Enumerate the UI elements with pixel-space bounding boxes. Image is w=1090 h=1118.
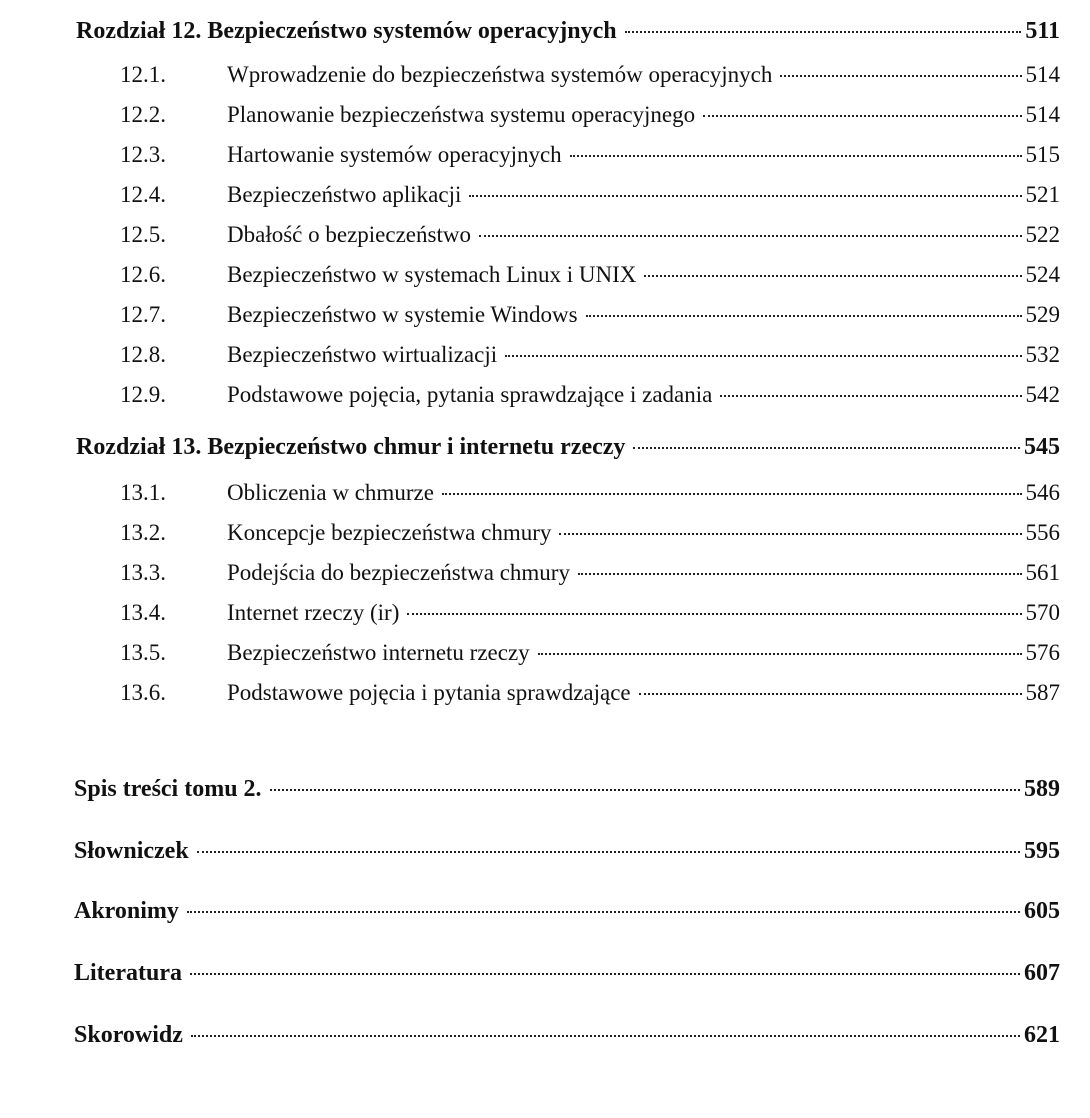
section-number: 13.4. (120, 600, 166, 625)
dot-leader (720, 395, 1021, 397)
dot-leader (538, 653, 1022, 655)
section-entry[interactable] (120, 520, 1060, 560)
dot-leader (644, 275, 1021, 277)
section-entry[interactable] (120, 182, 1060, 222)
dot-leader (586, 315, 1022, 317)
back-matter-page-number: 589 (1024, 776, 1060, 802)
dot-leader (442, 493, 1022, 495)
section-title: Podstawowe pojęcia i pytania sprawdzające (227, 680, 631, 705)
section-title: Koncepcje bezpieczeństwa chmury (227, 520, 552, 545)
back-matter-title: Skorowidz (74, 1022, 183, 1048)
section-title: Podejścia do bezpieczeństwa chmury (227, 560, 570, 585)
dot-leader (270, 789, 1020, 791)
chapter-label: Rozdział 12. (76, 18, 202, 44)
back-matter-title: Literatura (74, 960, 182, 986)
section-entry[interactable] (120, 680, 1060, 720)
chapter-label: Rozdział 13. (76, 434, 202, 460)
chapter-page-number: 545 (1024, 434, 1060, 460)
section-title: Hartowanie systemów operacyjnych (227, 142, 562, 167)
section-page-number: 561 (1025, 560, 1060, 585)
section-title: Bezpieczeństwo w systemie Windows (227, 302, 578, 327)
dot-leader (505, 355, 1021, 357)
section-page-number: 576 (1025, 640, 1060, 665)
section-entry[interactable] (120, 480, 1060, 520)
dot-leader (703, 115, 1021, 117)
back-matter-page-number: 621 (1024, 1022, 1060, 1048)
dot-leader (469, 195, 1021, 197)
back-matter-entry[interactable] (74, 776, 1060, 816)
section-number: 12.2. (120, 102, 166, 127)
section-number: 12.3. (120, 142, 166, 167)
section-title: Bezpieczeństwo aplikacji (227, 182, 462, 207)
section-entry[interactable] (120, 560, 1060, 600)
section-page-number: 587 (1025, 680, 1060, 705)
section-page-number: 546 (1025, 480, 1060, 505)
section-number: 13.6. (120, 680, 166, 705)
section-title: Obliczenia w chmurze (227, 480, 434, 505)
dot-leader (625, 31, 1022, 33)
dot-leader (780, 75, 1021, 77)
dot-leader (407, 613, 1021, 615)
dot-leader (578, 573, 1022, 575)
back-matter-entry[interactable] (74, 898, 1060, 938)
section-number: 13.3. (120, 560, 166, 585)
back-matter-entry[interactable] (74, 838, 1060, 878)
section-number: 13.1. (120, 480, 166, 505)
section-entry[interactable] (120, 102, 1060, 142)
section-entry[interactable] (120, 302, 1060, 342)
section-entry[interactable] (120, 222, 1060, 262)
chapter-13-entry[interactable] (76, 434, 1060, 474)
back-matter-page-number: 605 (1024, 898, 1060, 924)
section-title: Internet rzeczy (ir) (227, 600, 400, 625)
dot-leader (190, 973, 1020, 975)
back-matter-title: Akronimy (74, 898, 179, 924)
section-number: 12.9. (120, 382, 166, 407)
dot-leader (633, 447, 1020, 449)
section-page-number: 532 (1025, 342, 1060, 367)
section-title: Podstawowe pojęcia, pytania sprawdzające i zadania (227, 382, 713, 407)
section-number: 12.8. (120, 342, 166, 367)
section-number: 12.7. (120, 302, 166, 327)
dot-leader (187, 911, 1020, 913)
section-title: Bezpieczeństwo internetu rzeczy (227, 640, 530, 665)
section-entry[interactable] (120, 142, 1060, 182)
section-number: 13.2. (120, 520, 166, 545)
back-matter-page-number: 607 (1024, 960, 1060, 986)
dot-leader (559, 533, 1021, 535)
back-matter-page-number: 595 (1024, 838, 1060, 864)
section-page-number: 515 (1025, 142, 1060, 167)
section-entry[interactable] (120, 600, 1060, 640)
chapter-page-number: 511 (1025, 18, 1060, 44)
back-matter-entry[interactable] (74, 960, 1060, 1000)
section-title: Planowanie bezpieczeństwa systemu operacyjnego (227, 102, 696, 127)
section-entry[interactable] (120, 262, 1060, 302)
dot-leader (639, 693, 1022, 695)
section-number: 12.4. (120, 182, 166, 207)
section-page-number: 570 (1025, 600, 1060, 625)
chapter-title: Bezpieczeństwo systemów operacyjnych (207, 18, 617, 44)
section-title: Bezpieczeństwo w systemach Linux i UNIX (227, 262, 637, 287)
dot-leader (479, 235, 1022, 237)
section-page-number: 542 (1025, 382, 1060, 407)
back-matter-title: Słowniczek (74, 838, 189, 864)
section-entry[interactable] (120, 62, 1060, 102)
section-page-number: 524 (1025, 262, 1060, 287)
dot-leader (197, 851, 1020, 853)
back-matter-title: Spis treści tomu 2. (74, 776, 262, 802)
dot-leader (570, 155, 1022, 157)
chapter-12-entry[interactable] (76, 18, 1060, 58)
section-entry[interactable] (120, 382, 1060, 422)
section-title: Bezpieczeństwo wirtualizacji (227, 342, 498, 367)
back-matter-entry[interactable] (74, 1022, 1060, 1062)
section-page-number: 529 (1025, 302, 1060, 327)
section-number: 12.1. (120, 62, 166, 87)
section-number: 12.6. (120, 262, 166, 287)
section-number: 12.5. (120, 222, 166, 247)
section-entry[interactable] (120, 342, 1060, 382)
chapter-title: Bezpieczeństwo chmur i internetu rzeczy (207, 434, 626, 460)
section-entry[interactable] (120, 640, 1060, 680)
section-page-number: 514 (1025, 62, 1060, 87)
section-page-number: 556 (1025, 520, 1060, 545)
section-page-number: 514 (1025, 102, 1060, 127)
dot-leader (191, 1035, 1020, 1037)
section-page-number: 522 (1025, 222, 1060, 247)
section-title: Wprowadzenie do bezpieczeństwa systemów operacyjnych (227, 62, 773, 87)
section-number: 13.5. (120, 640, 166, 665)
section-page-number: 521 (1025, 182, 1060, 207)
section-title: Dbałość o bezpieczeństwo (227, 222, 471, 247)
